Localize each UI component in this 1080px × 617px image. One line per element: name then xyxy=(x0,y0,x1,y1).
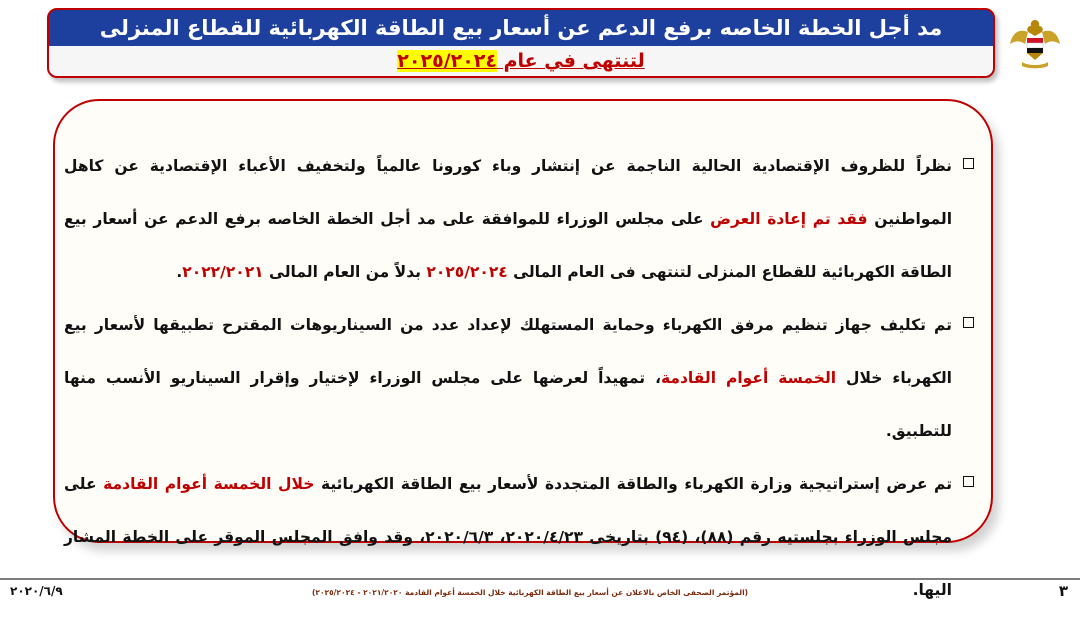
bullet-item: نظراً للظروف الإقتصادية الحالية الناجمة عن إنتشار وباء كورونا عالمياً ولتخفيف الأعباء الإقتصادية عن كاهل المواطنين فقد تم إعادة العرض على مجلس الوزراء للموافقة على مد أجل الخطة الخاصه برفع الدعم عن أسعار بيع الطاقة الكهربائية للقطاع المنزلى لتنتهى فى العام المالى ٢٠٢٥/٢٠٢٤ بدلاً من العام المالى ٢٠٢٢/٢٠٢١. xyxy=(64,140,974,299)
slide-subtitle xyxy=(397,50,644,72)
egypt-eagle-emblem-icon xyxy=(1008,14,1062,72)
slide-title: مد أجل الخطة الخاصه برفع الدعم عن أسعار بيع الطاقة الكهربائية للقطاع المنزلى xyxy=(99,16,943,40)
title-top-band xyxy=(49,10,993,46)
checkbox-bullet-icon xyxy=(963,158,974,169)
title-banner xyxy=(47,8,995,78)
footer-date: ٢٠٢٠/٦/٩ xyxy=(10,584,63,598)
bullet-item: تم تكليف جهاز تنظيم مرفق الكهرباء وحماية المستهلك لإعداد عدد من السيناريوهات المقترح تطبيقها لأسعار بيع الكهرباء خلال الخمسة أعوام القادمة، تمهيداً لعرضها على مجلس الوزراء لإختيار وإقرار السيناريو الأنسب منها للتطبيق. xyxy=(64,299,974,458)
checkbox-bullet-icon xyxy=(963,476,974,487)
subtitle-year: ٢٠٢٥/٢٠٢٤ xyxy=(397,50,497,72)
bullet-item: تم عرض إستراتيجية وزارة الكهرباء والطاقة المتجددة لأسعار بيع الطاقة الكهربائية خلال الخمسة أعوام القادمة على مجلس الوزراء بجلستيه رقم (٨٨)، (٩٤) بتاريخى ٢٠٢٠/٤/٢٣، ٢٠٢٠/٦/٣، وقد وافق المجلس الموقر على الخطة المشار اليها. xyxy=(64,458,974,617)
page-number: ٣ xyxy=(1058,582,1068,600)
footer-caption: (المؤتمر الصحفى الخاص بالاعلان عن أسعار بيع الطاقة الكهربائية خلال الخمسة أعوام القادمة ٢٠٢١/٢٠٢٠ - ٢٠٢٥/٢٠٢٤) xyxy=(311,588,749,597)
subtitle-text: لتنتهى في عام xyxy=(497,50,645,72)
bullet-list xyxy=(64,140,974,617)
title-bottom-band xyxy=(49,46,993,76)
footer-divider xyxy=(0,578,1080,580)
checkbox-bullet-icon xyxy=(963,317,974,328)
